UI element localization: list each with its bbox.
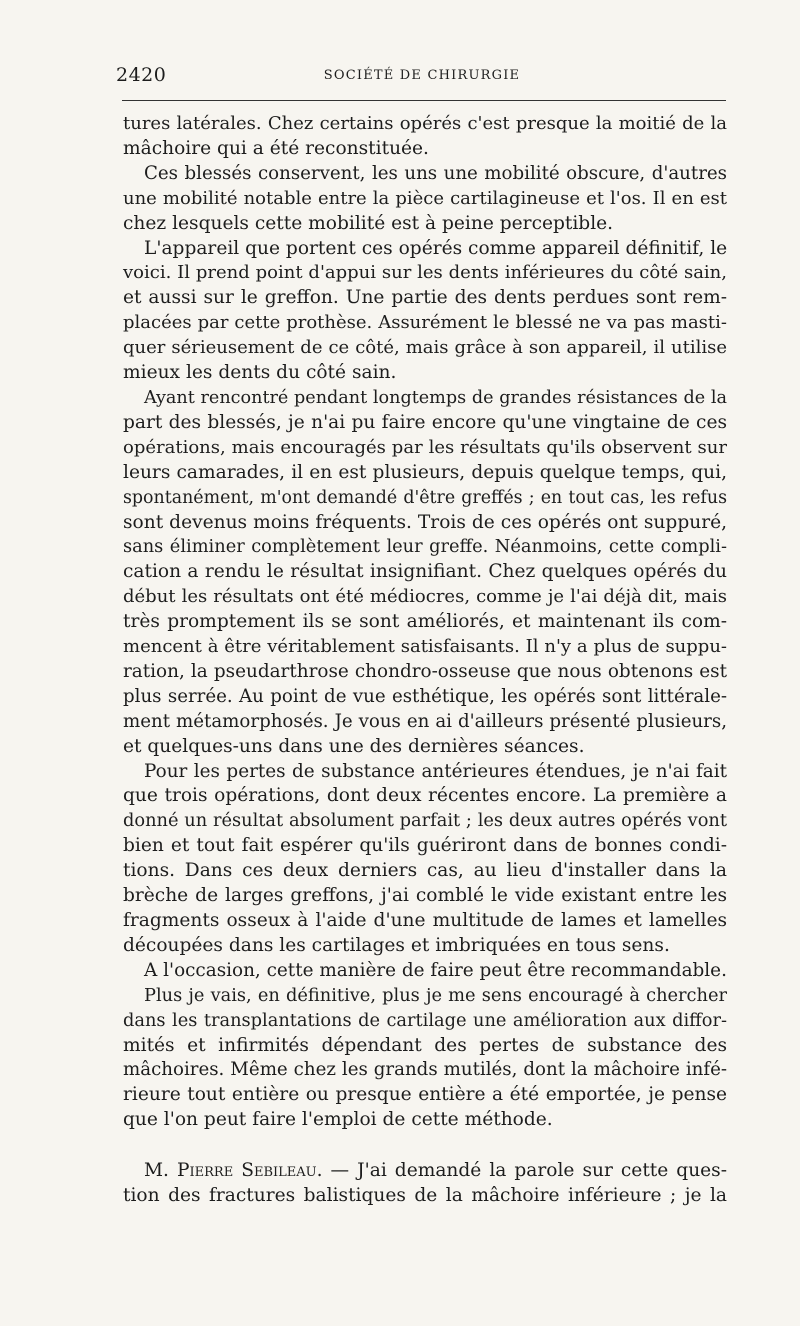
page-number: 2420 <box>116 64 167 86</box>
text-line: brèche de larges greffons, j'ai comblé le vide existant entre les <box>123 885 727 907</box>
body-text <box>123 112 727 1209</box>
text-line: spontanément, m'ont demandé d'être greffés ; en tout cas, les refus <box>123 487 727 508</box>
text-line: placées par cette prothèse. Assurément le blessé ne va pas masti- <box>123 312 727 334</box>
text-line: très promptement ils se sont améliorés, et maintenant ils com- <box>123 611 727 633</box>
paragraph <box>123 959 727 984</box>
text-line: chez lesquels cette mobilité est à peine perceptible. <box>123 212 614 234</box>
text-line: ration, la pseudarthrose chondro-osseuse que nous obtenons est <box>123 660 727 682</box>
text-line: sans éliminer complètement leur greffe. Néanmoins, cette compli- <box>123 536 727 558</box>
text-line: sont devenus moins fréquents. Trois de ces opérés ont suppuré, <box>123 511 727 533</box>
text-line: mâchoire qui a été reconstituée. <box>123 137 429 159</box>
paragraph <box>123 162 727 237</box>
text-line: Ayant rencontré pendant longtemps de grandes résistances de la <box>144 387 727 408</box>
text-line: ment métamorphosés. Je vous en ai d'ailleurs présenté plusieurs, <box>123 710 727 732</box>
paragraph <box>123 237 727 386</box>
text-line: mieux les dents du côté sain. <box>123 362 397 384</box>
text-line: cation a rendu le résultat insignifiant. Chez quelques opérés du <box>123 561 727 583</box>
text-line: quer sérieusement de ce côté, mais grâce à son appareil, il utilise <box>123 337 727 359</box>
text-line <box>123 1159 727 1184</box>
header-rule <box>122 100 726 101</box>
text-line: mités et infirmités dépendant des pertes de substance des <box>123 1034 727 1056</box>
text-line: et aussi sur le greffon. Une partie des dents perdues sont rem- <box>123 287 727 309</box>
paragraph <box>123 112 727 162</box>
text-line: tures latérales. Chez certains opérés c'est presque la moitié de la <box>123 113 727 134</box>
text-line: rieure tout entière ou presque entière a été emportée, je pense <box>123 1084 727 1106</box>
text-line: tions. Dans ces deux derniers cas, au lieu d'installer dans la <box>123 860 727 882</box>
paragraph <box>123 386 727 760</box>
text-line: que l'on peut faire l'emploi de cette méthode. <box>123 1109 553 1131</box>
text-line: Pour les pertes de substance antérieures étendues, je n'ai fait <box>144 760 727 782</box>
text-line: leurs camarades, il en est plusieurs, depuis quelque temps, qui, <box>123 461 727 483</box>
text-line: L'appareil que portent ces opérés comme appareil définitif, le <box>144 237 728 259</box>
speaker-name: M. Pierre Sebileau. <box>144 1160 323 1182</box>
speaker-text: — J'ai demandé la parole sur cette ques- <box>322 1160 727 1182</box>
running-title: SOCIÉTÉ DE CHIRURGIE <box>323 68 521 83</box>
paragraph <box>123 760 727 959</box>
text-line: mencent à être véritablement satisfaisants. Il n'y a plus de suppu- <box>123 636 727 658</box>
text-line: plus serrée. Au point de vue esthétique, les opérés sont littérale- <box>123 685 727 707</box>
text-line: voici. Il prend point d'appui sur les dents inférieures du côté sain, <box>123 262 727 284</box>
text-line: découpées dans les cartilages et imbriquées en tous sens. <box>123 934 670 956</box>
text-line: et quelques-uns dans une des dernières séances. <box>123 735 585 757</box>
text-line: donné un résultat absolument parfait ; les deux autres opérés vont <box>123 810 727 832</box>
text-line: bien et tout fait espérer qu'ils guériront dans de bonnes condi- <box>123 835 727 857</box>
text-line: Ces blessés conservent, les uns une mobilité obscure, d'autres <box>144 162 727 184</box>
text-line: mâchoires. Même chez les grands mutilés, dont la mâchoire infé- <box>123 1059 727 1081</box>
text-line: Plus je vais, en définitive, plus je me sens encouragé à chercher <box>144 984 727 1006</box>
text-line: part des blessés, je n'ai pu faire encore qu'une vingtaine de ces <box>123 411 727 433</box>
text-line: tion des fractures balistiques de la mâchoire inférieure ; je la <box>123 1185 727 1207</box>
text-line: A l'occasion, cette manière de faire peut être recommandable. <box>144 959 727 981</box>
text-line: une mobilité notable entre la pièce cartilagineuse et l'os. Il en est <box>123 187 727 209</box>
section-gap <box>123 1133 727 1159</box>
paragraphs <box>123 112 727 1133</box>
page-header <box>116 64 728 94</box>
text-line: fragments osseux à l'aide d'une multitude de lames et lamelles <box>123 910 727 931</box>
speaker-paragraph <box>123 1159 727 1209</box>
text-line: début les résultats ont été médiocres, comme je l'ai déjà dit, mais <box>123 586 727 608</box>
text-line: dans les transplantations de cartilage une amélioration aux diffor- <box>123 1009 727 1031</box>
paragraph <box>123 984 727 1133</box>
text-line: opérations, mais encouragés par les résultats qu'ils observent sur <box>123 436 727 458</box>
text-line: que trois opérations, dont deux récentes encore. La première a <box>123 785 727 807</box>
